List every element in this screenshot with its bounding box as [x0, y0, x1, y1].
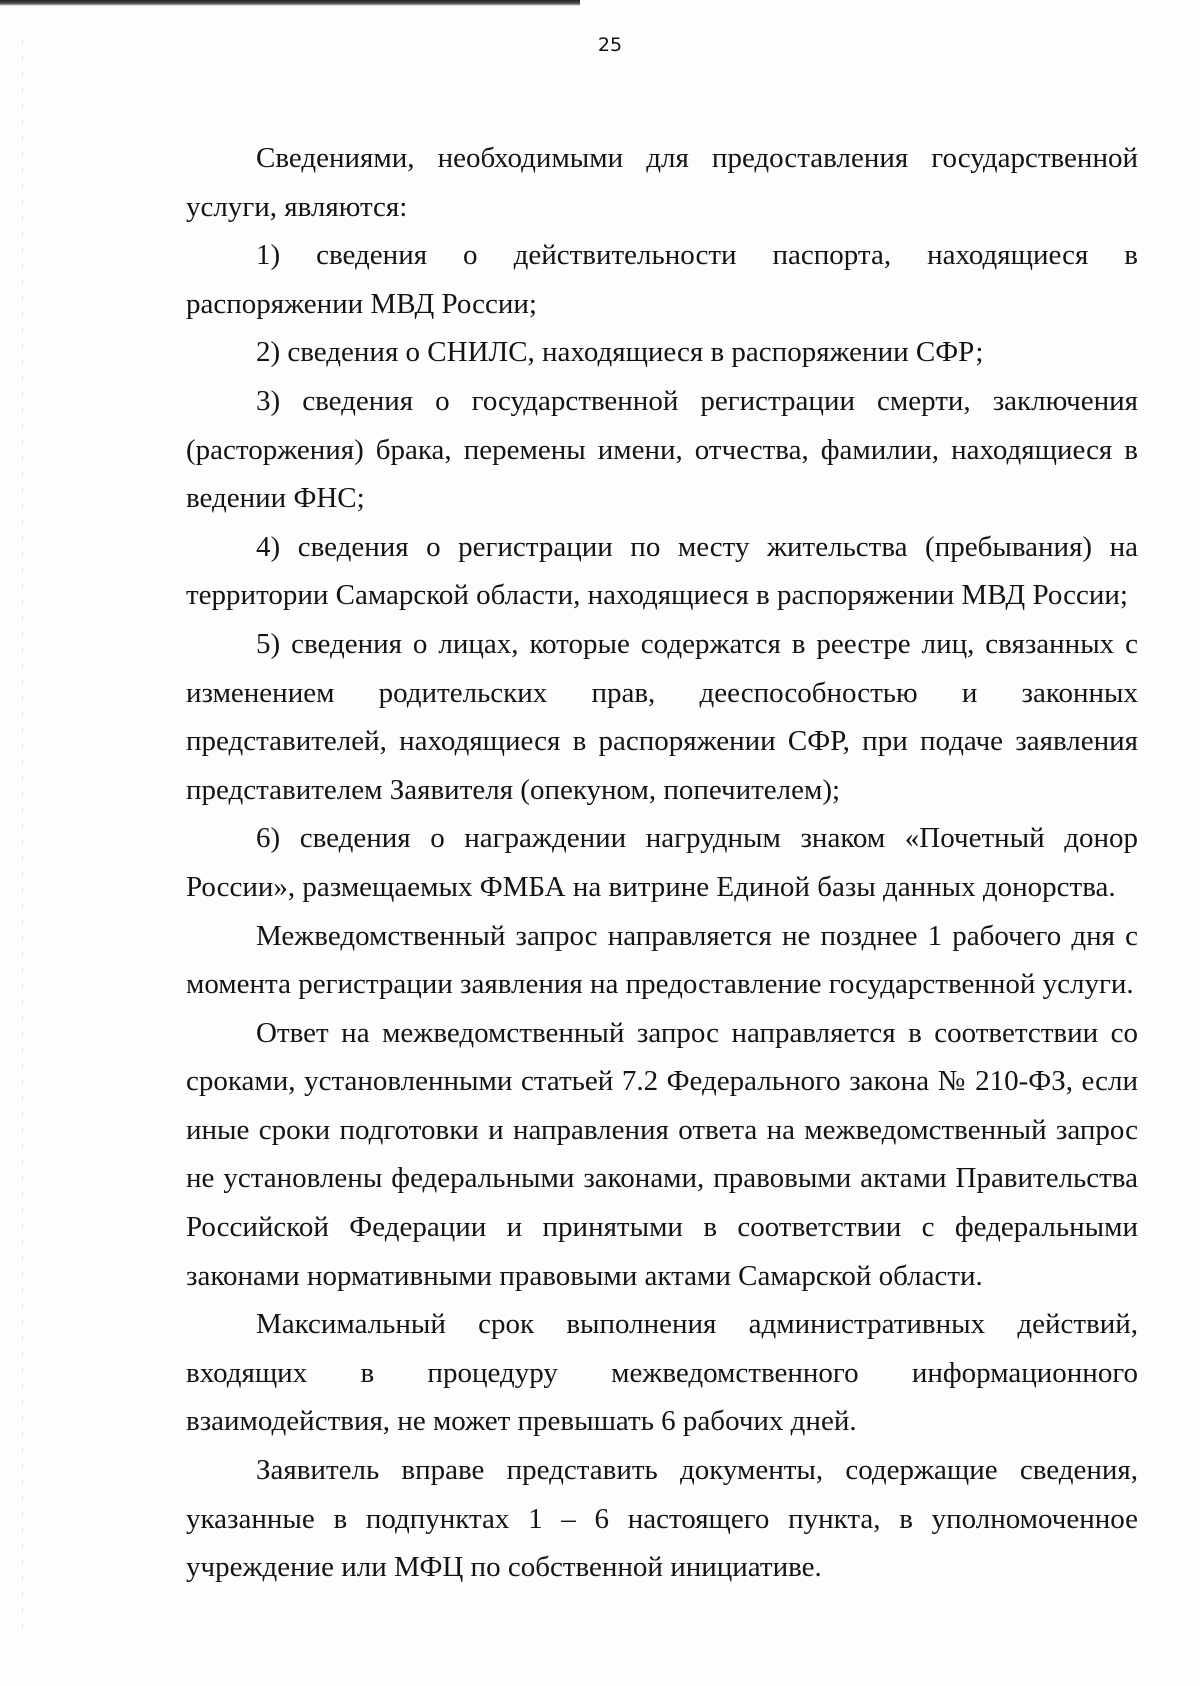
paragraph-item-6: 6) сведения о награждении нагрудным знаком «Почетный донор России», размещаемых ФМБА на витрине Единой базы данных донорства.	[186, 822, 1138, 903]
scan-edge-shadow	[0, 0, 580, 6]
paragraph-request-deadline: Межведомственный запрос направляется не позднее 1 рабочего дня с момента регистрации заявления на предоставление государственной услуги.	[186, 919, 1138, 1001]
document-body	[186, 134, 1138, 1592]
paragraph-applicant-right: Заявитель вправе представить документы, содержащие сведения, указанные в подпунктах 1 – 6 настоящего пункта, в уполномоченное учреждение или МФЦ по собственной инициативе.	[186, 1454, 1138, 1584]
paragraph-response-terms: Ответ на межведомственный запрос направляется в соответствии со сроками, установленными статьей 7.2 Федерального закона № 210-ФЗ, если иные сроки подготовки и направления ответа на межведомственный запрос не установлены федеральными законами, правовыми актами Правительства Российской Федерации и принятыми в соответствии с федеральными законами нормативными правовыми актами Самарской области.	[186, 1016, 1138, 1292]
page-number: 25	[597, 34, 623, 56]
paragraph-intro: Сведениями, необходимыми для предоставления государственной услуги, являются:	[186, 142, 1138, 223]
paragraph-item-1: 1) сведения о действительности паспорта, находящиеся в распоряжении МВД России;	[186, 239, 1138, 320]
scan-margin-artifact	[22, 40, 23, 1640]
paragraph-item-5: 5) сведения о лицах, которые содержатся в реестре лиц, связанных с изменением родительских прав, дееспособностью и законных представителей, находящиеся в распоряжении СФР, при подаче заявления представителем Заявителя (опекуном, попечителем);	[186, 627, 1138, 806]
paragraph-max-duration: Максимальный срок выполнения административных действий, входящих в процедуру межведомственного информационного взаимодействия, не может превышать 6 рабочих дней.	[186, 1308, 1138, 1438]
paragraph-item-2: 2) сведения о СНИЛС, находящиеся в распоряжении СФР;	[256, 336, 984, 369]
paragraph-item-3: 3) сведения о государственной регистрации смерти, заключения (расторжения) брака, перемены имени, отчества, фамилии, находящиеся в ведении ФНС;	[186, 384, 1138, 515]
paragraph-item-4: 4) сведения о регистрации по месту жительства (пребывания) на территории Самарской области, находящиеся в распоряжении МВД России;	[186, 530, 1138, 612]
